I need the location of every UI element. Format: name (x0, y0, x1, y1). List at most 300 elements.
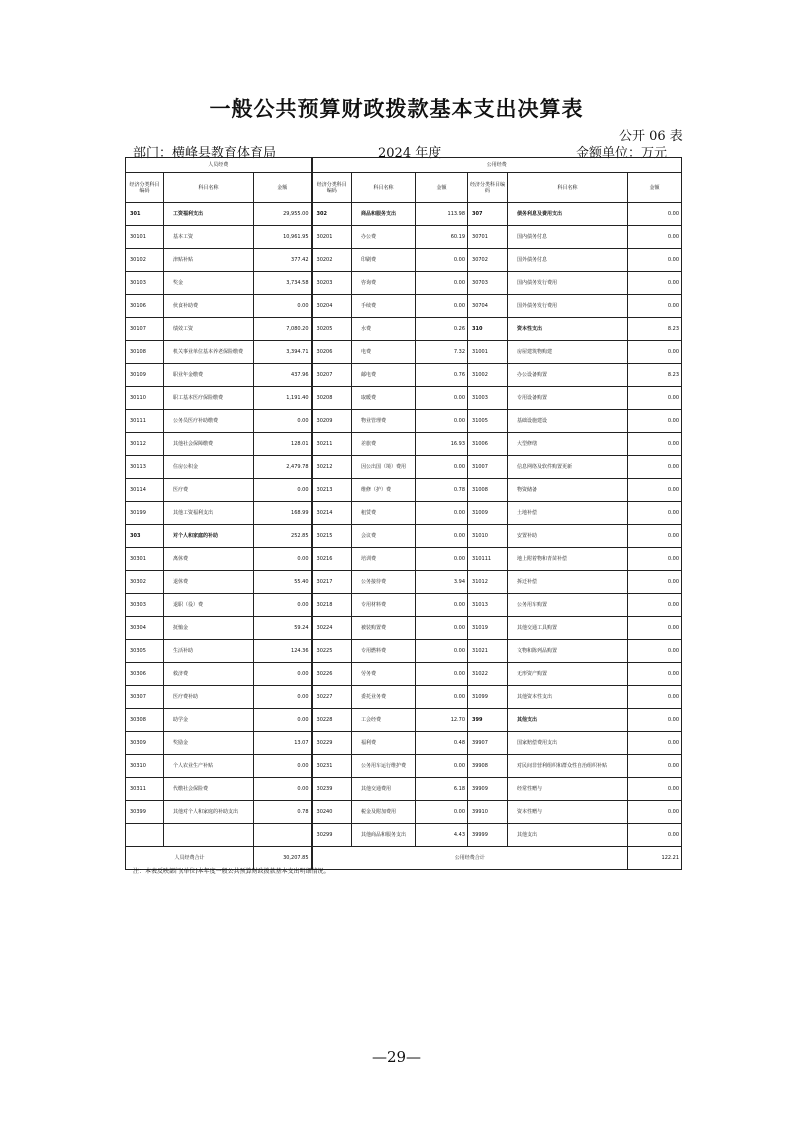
row-amount-cell: 0.00 (628, 433, 682, 456)
row-name-cell: 大型修缮 (508, 433, 628, 456)
row-amount-cell: 10,961.95 (254, 226, 312, 249)
row-code-cell: 30112 (126, 433, 164, 456)
row-amount-cell: 55.40 (254, 571, 312, 594)
row-name-cell: 国家赔偿费用支出 (508, 732, 628, 755)
row-code-cell: 39999 (468, 824, 508, 847)
row-code-cell: 31008 (468, 479, 508, 502)
row-code-cell: 30109 (126, 364, 164, 387)
row-amount-cell: 0.00 (254, 548, 312, 571)
row-code-cell: 31003 (468, 387, 508, 410)
row-name-cell: 机关事业单位基本养老保险缴费 (164, 341, 254, 364)
row-name-cell: 因公出国（境）费用 (352, 456, 416, 479)
row-amount-cell: 0.00 (416, 640, 468, 663)
department-label: 部门：横峰县教育体育局 (133, 146, 277, 161)
row-name-cell: 国外债务付息 (508, 249, 628, 272)
row-code-cell: 31006 (468, 433, 508, 456)
form-number: 公开 06 表 (619, 129, 683, 144)
row-code-cell (126, 824, 164, 847)
row-amount-cell: 0.00 (416, 295, 468, 318)
row-name-cell: 手续费 (352, 295, 416, 318)
row-amount-cell: 0.00 (416, 410, 468, 433)
row-name-cell: 维修（护）费 (352, 479, 416, 502)
row-amount-cell: 0.00 (628, 755, 682, 778)
row-code-cell: 30107 (126, 318, 164, 341)
row-name-cell: 奖金 (164, 272, 254, 295)
row-name-cell: 会议费 (352, 525, 416, 548)
row-name-cell: 生活补助 (164, 640, 254, 663)
row-name-cell: 劳务费 (352, 663, 416, 686)
row-name-cell: 专用设备购置 (508, 387, 628, 410)
row-amount-cell: 0.00 (416, 617, 468, 640)
row-code-cell: 31099 (468, 686, 508, 709)
row-name-cell: 医疗费 (164, 479, 254, 502)
row-code-cell: 30114 (126, 479, 164, 502)
row-amount-cell: 0.00 (628, 640, 682, 663)
row-amount-cell: 0.00 (416, 387, 468, 410)
row-code-cell: 39910 (468, 801, 508, 824)
table-row (126, 295, 682, 318)
row-code-cell: 30703 (468, 272, 508, 295)
row-code-cell: 30399 (126, 801, 164, 824)
row-amount-cell: 0.00 (628, 295, 682, 318)
row-amount-cell: 0.00 (416, 755, 468, 778)
row-amount-cell: 0.00 (416, 456, 468, 479)
table-row (126, 755, 682, 778)
row-code-cell: 31007 (468, 456, 508, 479)
header-name: 科目名称 (508, 173, 628, 203)
row-code-cell: 30209 (312, 410, 352, 433)
row-code-cell: 30303 (126, 594, 164, 617)
row-code-cell: 30205 (312, 318, 352, 341)
row-amount-cell: 0.26 (416, 318, 468, 341)
page-number: —29— (371, 1048, 422, 1066)
row-name-cell: 工会经费 (352, 709, 416, 732)
row-amount-cell: 3.94 (416, 571, 468, 594)
table-row (126, 433, 682, 456)
table-row (126, 479, 682, 502)
header-amount: 金额 (254, 173, 312, 203)
public-total-value: 122.21 (628, 847, 682, 870)
row-amount-cell: 113.98 (416, 203, 468, 226)
row-code-cell: 30101 (126, 226, 164, 249)
row-code-cell: 30229 (312, 732, 352, 755)
row-amount-cell: 252.85 (254, 525, 312, 548)
row-amount-cell: 0.00 (416, 249, 468, 272)
row-name-cell: 工资福利支出 (164, 203, 254, 226)
row-amount-cell: 0.00 (628, 686, 682, 709)
row-code-cell: 30307 (126, 686, 164, 709)
row-name-cell: 其他对个人和家庭的补助支出 (164, 801, 254, 824)
row-name-cell: 对个人和家庭的补助 (164, 525, 254, 548)
row-name-cell: 国外债务发行费用 (508, 295, 628, 318)
row-name-cell: 国内债务付息 (508, 226, 628, 249)
row-name-cell: 邮电费 (352, 364, 416, 387)
row-code-cell: 39909 (468, 778, 508, 801)
row-amount-cell: 3,734.58 (254, 272, 312, 295)
table-row (126, 249, 682, 272)
row-code-cell: 30311 (126, 778, 164, 801)
row-amount-cell: 0.00 (628, 571, 682, 594)
personnel-total-label: 人员经费合计 (126, 847, 254, 870)
row-amount-cell: 0.00 (628, 479, 682, 502)
row-name-cell: 救济费 (164, 663, 254, 686)
table-row (126, 571, 682, 594)
row-name-cell: 电费 (352, 341, 416, 364)
row-code-cell: 30199 (126, 502, 164, 525)
row-code-cell: 30113 (126, 456, 164, 479)
row-name-cell: 其他社会保障缴费 (164, 433, 254, 456)
row-name-cell: 资本性支出 (508, 318, 628, 341)
row-name-cell: 经常性赠与 (508, 778, 628, 801)
table-row (126, 203, 682, 226)
row-amount-cell: 16.93 (416, 433, 468, 456)
row-amount-cell: 0.00 (254, 686, 312, 709)
row-amount-cell: 7,080.20 (254, 318, 312, 341)
table-row (126, 502, 682, 525)
row-code-cell: 30310 (126, 755, 164, 778)
row-code-cell: 30212 (312, 456, 352, 479)
public-total-label: 公用经费合计 (312, 847, 628, 870)
row-amount-cell: 0.00 (254, 663, 312, 686)
table-row (126, 640, 682, 663)
header-amount: 金额 (416, 173, 468, 203)
row-code-cell: 30211 (312, 433, 352, 456)
table-row (126, 617, 682, 640)
row-name-cell: 其他支出 (508, 824, 628, 847)
row-amount-cell: 0.00 (628, 203, 682, 226)
row-name-cell: 文物和陈列品购置 (508, 640, 628, 663)
row-code-cell: 310111 (468, 548, 508, 571)
row-code-cell: 30207 (312, 364, 352, 387)
band-row (126, 158, 682, 173)
row-amount-cell: 0.00 (254, 709, 312, 732)
row-name-cell: 委托业务费 (352, 686, 416, 709)
row-amount-cell: 0.00 (628, 548, 682, 571)
row-amount-cell: 0.00 (628, 525, 682, 548)
row-code-cell: 301 (126, 203, 164, 226)
row-amount-cell: 59.24 (254, 617, 312, 640)
row-name-cell: 绩效工资 (164, 318, 254, 341)
row-name-cell: 其他支出 (508, 709, 628, 732)
row-code-cell: 31005 (468, 410, 508, 433)
row-name-cell: 基础设施建设 (508, 410, 628, 433)
row-code-cell: 30306 (126, 663, 164, 686)
row-code-cell: 30308 (126, 709, 164, 732)
table-row (126, 456, 682, 479)
row-amount-cell: 0.00 (628, 594, 682, 617)
table-row (126, 226, 682, 249)
table-row (126, 318, 682, 341)
table-row (126, 801, 682, 824)
row-name-cell: 基本工资 (164, 226, 254, 249)
row-code-cell: 30111 (126, 410, 164, 433)
row-code-cell: 30231 (312, 755, 352, 778)
row-amount-cell: 437.96 (254, 364, 312, 387)
row-name-cell: 无形资产购置 (508, 663, 628, 686)
row-name-cell: 印刷费 (352, 249, 416, 272)
row-amount-cell: 0.00 (628, 801, 682, 824)
row-code-cell: 30704 (468, 295, 508, 318)
row-amount-cell: 128.01 (254, 433, 312, 456)
row-code-cell: 302 (312, 203, 352, 226)
row-amount-cell: 0.00 (628, 341, 682, 364)
band-personnel: 人员经费 (126, 158, 312, 173)
row-code-cell: 30301 (126, 548, 164, 571)
row-name-cell: 其他交通费用 (352, 778, 416, 801)
row-amount-cell: 0.00 (416, 594, 468, 617)
table-row (126, 272, 682, 295)
row-code-cell: 30304 (126, 617, 164, 640)
row-code-cell: 30108 (126, 341, 164, 364)
row-amount-cell: 12.70 (416, 709, 468, 732)
row-name-cell: 离休费 (164, 548, 254, 571)
footnote: 注：本表反映部门(单位)本年度一般公共预算财政拨款基本支出明细情况。 (133, 868, 330, 875)
row-code-cell: 30240 (312, 801, 352, 824)
row-code-cell: 303 (126, 525, 164, 548)
row-amount-cell: 0.00 (628, 502, 682, 525)
fiscal-year: 2024 年度 (378, 146, 442, 161)
row-code-cell: 31010 (468, 525, 508, 548)
row-name-cell: 住房公积金 (164, 456, 254, 479)
row-amount-cell: 377.42 (254, 249, 312, 272)
table-row (126, 548, 682, 571)
row-name-cell: 培训费 (352, 548, 416, 571)
row-name-cell: 其他资本性支出 (508, 686, 628, 709)
row-name-cell: 被装购置费 (352, 617, 416, 640)
row-name-cell: 津贴补贴 (164, 249, 254, 272)
row-code-cell: 30214 (312, 502, 352, 525)
row-code-cell: 30213 (312, 479, 352, 502)
row-amount-cell: 0.00 (416, 272, 468, 295)
row-name-cell: 土地补偿 (508, 502, 628, 525)
row-name-cell: 咨询费 (352, 272, 416, 295)
row-amount-cell: 0.00 (628, 778, 682, 801)
row-amount-cell: 3,394.71 (254, 341, 312, 364)
row-amount-cell: 0.00 (416, 686, 468, 709)
row-amount-cell: 8.23 (628, 318, 682, 341)
row-code-cell: 31001 (468, 341, 508, 364)
row-name-cell: 其他交通工具购置 (508, 617, 628, 640)
row-amount-cell: 0.00 (628, 824, 682, 847)
row-name-cell: 信息网络及软件购置更新 (508, 456, 628, 479)
row-name-cell: 退休费 (164, 571, 254, 594)
row-name-cell: 债务利息及费用支出 (508, 203, 628, 226)
row-amount-cell: 6.18 (416, 778, 468, 801)
row-name-cell: 公务接待费 (352, 571, 416, 594)
row-code-cell: 31019 (468, 617, 508, 640)
row-code-cell: 307 (468, 203, 508, 226)
row-amount-cell: 0.00 (416, 525, 468, 548)
row-code-cell: 31022 (468, 663, 508, 686)
row-code-cell: 30224 (312, 617, 352, 640)
row-name-cell: 专用材料费 (352, 594, 416, 617)
row-name-cell: 个人农业生产补贴 (164, 755, 254, 778)
row-amount-cell: 0.78 (254, 801, 312, 824)
header-name: 科目名称 (352, 173, 416, 203)
row-code-cell: 30228 (312, 709, 352, 732)
row-amount-cell: 4.43 (416, 824, 468, 847)
table-row (126, 525, 682, 548)
row-code-cell: 30206 (312, 341, 352, 364)
table-row (126, 824, 682, 847)
row-amount-cell: 0.00 (628, 709, 682, 732)
row-amount-cell: 7.32 (416, 341, 468, 364)
row-name-cell: 取暖费 (352, 387, 416, 410)
row-name-cell: 公务用车购置 (508, 594, 628, 617)
row-code-cell: 30227 (312, 686, 352, 709)
row-name-cell: 租赁费 (352, 502, 416, 525)
row-code-cell: 30203 (312, 272, 352, 295)
header-name: 科目名称 (164, 173, 254, 203)
row-code-cell: 30218 (312, 594, 352, 617)
row-code-cell: 39907 (468, 732, 508, 755)
table-row (126, 709, 682, 732)
row-amount-cell: 124.36 (254, 640, 312, 663)
row-name-cell: 水费 (352, 318, 416, 341)
row-code-cell: 30103 (126, 272, 164, 295)
row-name-cell: 代缴社会保险费 (164, 778, 254, 801)
row-amount-cell: 0.00 (628, 272, 682, 295)
band-public: 公用经费 (312, 158, 682, 173)
row-amount-cell: 0.00 (628, 410, 682, 433)
row-amount-cell: 60.19 (416, 226, 468, 249)
row-amount-cell: 0.00 (254, 755, 312, 778)
row-name-cell: 拆迁补偿 (508, 571, 628, 594)
row-name-cell: 办公设备购置 (508, 364, 628, 387)
row-code-cell: 30202 (312, 249, 352, 272)
row-name-cell: 其他商品和服务支出 (352, 824, 416, 847)
row-code-cell: 30106 (126, 295, 164, 318)
row-name-cell: 物业管理费 (352, 410, 416, 433)
row-name-cell: 抚恤金 (164, 617, 254, 640)
row-amount-cell: 0.00 (628, 456, 682, 479)
row-amount-cell: 0.00 (416, 801, 468, 824)
row-name-cell: 专用燃料费 (352, 640, 416, 663)
row-name-cell: 职业年金缴费 (164, 364, 254, 387)
row-name-cell: 资本性赠与 (508, 801, 628, 824)
row-code-cell: 310 (468, 318, 508, 341)
row-amount-cell: 0.00 (628, 249, 682, 272)
row-amount-cell: 0.00 (628, 732, 682, 755)
row-code-cell: 30305 (126, 640, 164, 663)
row-code-cell: 31002 (468, 364, 508, 387)
row-name-cell: 办公费 (352, 226, 416, 249)
row-amount-cell: 0.00 (628, 226, 682, 249)
row-amount-cell: 29,955.00 (254, 203, 312, 226)
row-amount-cell: 1,191.40 (254, 387, 312, 410)
row-name-cell: 安置补助 (508, 525, 628, 548)
row-amount-cell: 0.00 (628, 663, 682, 686)
row-name-cell: 税金及附加费用 (352, 801, 416, 824)
row-name-cell: 其他工资福利支出 (164, 502, 254, 525)
table-row (126, 594, 682, 617)
row-name-cell: 退职（役）费 (164, 594, 254, 617)
row-amount-cell: 0.00 (416, 663, 468, 686)
row-code-cell: 30309 (126, 732, 164, 755)
header-code: 经济分类科目编码 (126, 173, 164, 203)
amount-unit: 金额单位：万元 (576, 146, 668, 161)
row-amount-cell: 168.99 (254, 502, 312, 525)
row-name-cell: 商品和服务支出 (352, 203, 416, 226)
header-row (126, 173, 682, 203)
row-code-cell: 30226 (312, 663, 352, 686)
row-name-cell: 地上附着物和青苗补偿 (508, 548, 628, 571)
header-amount: 金额 (628, 173, 682, 203)
row-name-cell: 公务用车运行维护费 (352, 755, 416, 778)
row-code-cell: 30102 (126, 249, 164, 272)
row-name-cell: 伙食补助费 (164, 295, 254, 318)
row-amount-cell: 0.00 (254, 479, 312, 502)
row-name-cell: 助学金 (164, 709, 254, 732)
table-row (126, 663, 682, 686)
row-code-cell: 30217 (312, 571, 352, 594)
row-name-cell: 福利费 (352, 732, 416, 755)
row-code-cell: 30302 (126, 571, 164, 594)
row-name-cell: 国内债务发行费用 (508, 272, 628, 295)
row-amount-cell: 0.78 (416, 479, 468, 502)
row-code-cell: 30225 (312, 640, 352, 663)
row-amount-cell: 0.00 (416, 502, 468, 525)
page-title: 一般公共预算财政拨款基本支出决算表 (209, 96, 584, 121)
personnel-total-value: 30,207.85 (254, 847, 312, 870)
table-row (126, 686, 682, 709)
row-code-cell: 30702 (468, 249, 508, 272)
table-row (126, 410, 682, 433)
row-amount-cell: 13.07 (254, 732, 312, 755)
header-code: 经济分类科目编码 (468, 173, 508, 203)
header-code: 经济分类科目编码 (312, 173, 352, 203)
row-amount-cell: 8.23 (628, 364, 682, 387)
table-row (126, 732, 682, 755)
row-amount-cell: 0.00 (628, 617, 682, 640)
row-code-cell: 31013 (468, 594, 508, 617)
table-row (126, 364, 682, 387)
row-code-cell: 39908 (468, 755, 508, 778)
table-row (126, 778, 682, 801)
row-code-cell: 31009 (468, 502, 508, 525)
row-code-cell: 30201 (312, 226, 352, 249)
row-name-cell: 公务员医疗补助缴费 (164, 410, 254, 433)
row-code-cell: 30204 (312, 295, 352, 318)
row-code-cell: 30216 (312, 548, 352, 571)
row-name-cell: 对民间非营利组织和群众性自治组织补贴 (508, 755, 628, 778)
row-amount-cell: 0.00 (254, 594, 312, 617)
row-code-cell: 30239 (312, 778, 352, 801)
row-amount-cell: 0.00 (254, 410, 312, 433)
row-amount-cell: 0.76 (416, 364, 468, 387)
row-code-cell: 31021 (468, 640, 508, 663)
row-name-cell: 物资储备 (508, 479, 628, 502)
row-amount-cell: 0.48 (416, 732, 468, 755)
row-code-cell: 30701 (468, 226, 508, 249)
row-name-cell: 医疗费补助 (164, 686, 254, 709)
row-code-cell: 30208 (312, 387, 352, 410)
row-name-cell (164, 824, 254, 847)
row-code-cell: 31012 (468, 571, 508, 594)
row-amount-cell: 2,479.78 (254, 456, 312, 479)
row-code-cell: 30299 (312, 824, 352, 847)
row-name-cell: 职工基本医疗保险缴费 (164, 387, 254, 410)
row-name-cell: 差旅费 (352, 433, 416, 456)
row-amount-cell (254, 824, 312, 847)
row-amount-cell: 0.00 (628, 387, 682, 410)
table-row (126, 387, 682, 410)
row-code-cell: 30215 (312, 525, 352, 548)
budget-table (125, 157, 682, 870)
row-code-cell: 30110 (126, 387, 164, 410)
row-amount-cell: 0.00 (416, 548, 468, 571)
row-name-cell: 奖励金 (164, 732, 254, 755)
